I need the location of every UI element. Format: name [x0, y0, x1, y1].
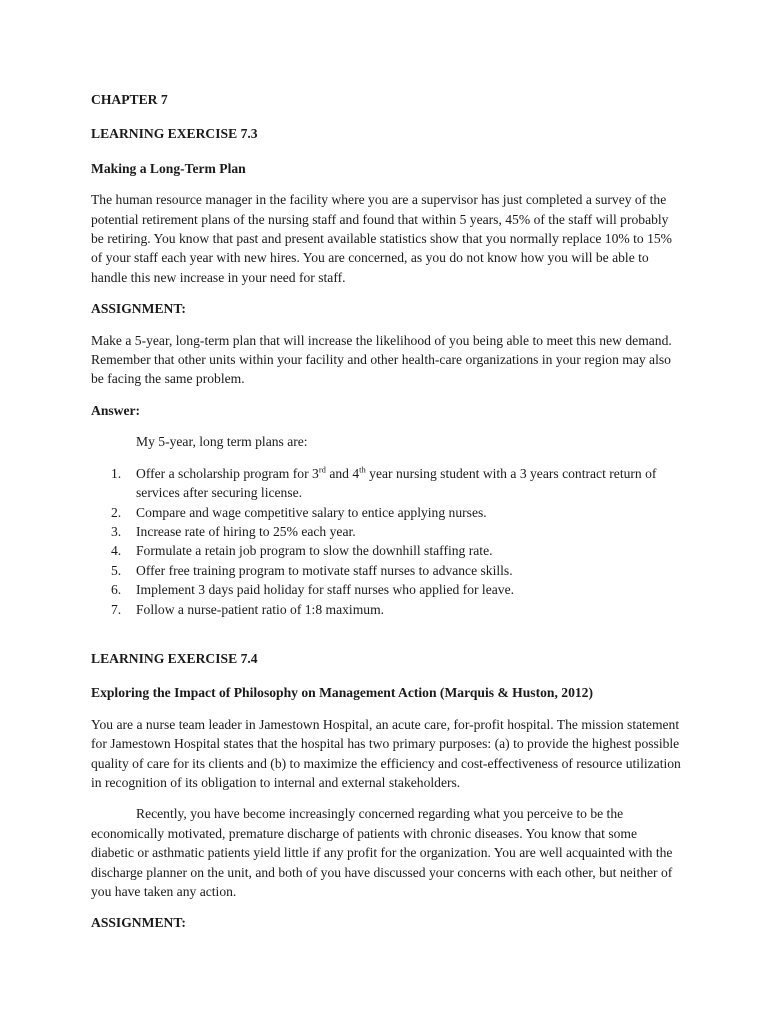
exercise-7-4-subtitle: Exploring the Impact of Philosophy on Management Action (Marquis & Huston, 2012) — [91, 685, 593, 701]
assignment-label: ASSIGNMENT: — [91, 301, 186, 317]
plan-item — [91, 522, 683, 541]
plan-item-text: Compare and wage competitive salary to entice applying nurses. — [136, 504, 487, 520]
plan-item-text: Offer a scholarship program for 3rd and 4th year nursing student with a 3 years contract return of services after securing license. — [136, 464, 657, 501]
plan-item-number: 7. — [111, 601, 122, 617]
ordinal-suffix: rd — [318, 464, 326, 475]
answer-label: Answer: — [91, 402, 141, 418]
assignment-label-2: ASSIGNMENT: — [91, 915, 186, 931]
answer-intro: My 5-year, long term plans are: — [136, 434, 308, 450]
plan-item — [91, 600, 683, 619]
exercise-7-3-subtitle: Making a Long-Term Plan — [91, 160, 246, 176]
section-spacer — [91, 619, 683, 649]
plan-item-number: 3. — [111, 523, 122, 539]
plan-item-text: Offer free training program to motivate staff nurses to advance skills. — [136, 562, 513, 578]
exercise-7-3-title: LEARNING EXERCISE 7.3 — [91, 126, 258, 142]
plan-item-number: 2. — [111, 504, 122, 520]
plan-item-number: 1. — [111, 465, 122, 481]
plan-item-number: 6. — [111, 582, 122, 598]
plan-item-text: Formulate a retain job program to slow the downhill staffing rate. — [136, 543, 493, 559]
exercise-7-4-paragraph-2: Recently, you have become increasingly concerned regarding what you perceive to be the economically motivated, premature discharge of patients with chronic diseases. You know that some diabetic or asthmatic patients yield little if any profit for the organization. You are well acquainted with the discharge planner on the unit, and both of you have discussed your concerns with each other, but neither of you have taken any action. — [91, 806, 673, 899]
exercise-7-3-paragraph: The human resource manager in the facility where you are a supervisor has just completed a survey of the potential retirement plans of the nursing staff and found that within 5 years, 45% of the staff will probably be retiring. You know that past and present available statistics show that you normally replace 10% to 15% of your staff each year with new hires. You are concerned, as you do not know how you will be able to handle this new increase in your need for staff. — [91, 192, 673, 285]
plan-item-number: 5. — [111, 562, 122, 578]
plan-item — [91, 580, 683, 599]
chapter-heading: CHAPTER 7 — [91, 92, 168, 107]
plan-item-text: Follow a nurse-patient ratio of 1:8 maximum. — [136, 601, 385, 617]
exercise-7-4-paragraph-1: You are a nurse team leader in Jamestown Hospital, an acute care, for-profit hospital. The mission statement for Jamestown Hospital states that the hospital has two primary purposes: (a) to provide the highest possible quality of care for its clients and (b) to maximize the efficiency and cost-effectiveness of resource utilization in recognition of its obligation to internal and external stakeholders. — [91, 716, 681, 790]
plan-item-text: Implement 3 days paid holiday for staff nurses who applied for leave. — [136, 582, 515, 598]
document-page — [91, 90, 683, 933]
plan-list — [91, 464, 683, 619]
plan-item — [91, 464, 683, 503]
exercise-7-4-title: LEARNING EXERCISE 7.4 — [91, 650, 258, 666]
plan-item-number: 4. — [111, 543, 122, 559]
plan-item — [91, 503, 683, 522]
ordinal-suffix: th — [359, 464, 366, 475]
plan-item-text: Increase rate of hiring to 25% each year. — [136, 523, 356, 539]
plan-item — [91, 541, 683, 560]
plan-item — [91, 561, 683, 580]
assignment-text: Make a 5-year, long-term plan that will increase the likelihood of you being able to meet this new demand. Remember that other units within your facility and other health-care organizations in your region may also be facing the same problem. — [91, 332, 672, 387]
